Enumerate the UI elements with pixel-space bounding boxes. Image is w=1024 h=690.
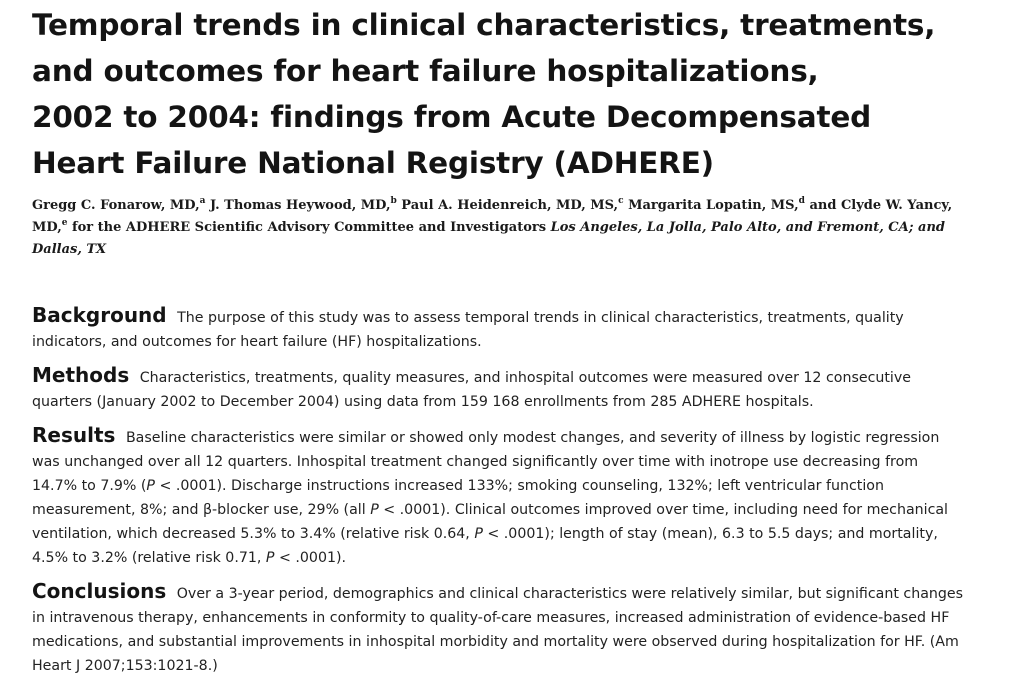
p-value-symbol: P xyxy=(265,550,275,566)
article-title xyxy=(32,0,982,186)
author-1: Gregg C. Fonarow, MD, xyxy=(32,198,200,213)
author-group: for the ADHERE Scientific Advisory Committee and Investigators xyxy=(67,220,551,235)
abstract-results xyxy=(32,423,967,570)
background-text: The purpose of this study was to assess temporal trends in clinical characteristics, treatments, quality indicators, and outcomes for heart failure (HF) hospitalizations. xyxy=(32,310,904,350)
conclusions-heading: Conclusions xyxy=(32,579,167,603)
author-list xyxy=(32,195,982,261)
author-locations: Los Angeles, La Jolla, Palo Alto, and Fremont, CA; and Dallas, TX xyxy=(32,220,946,257)
article-page xyxy=(32,0,982,674)
author-4-affiliation: d xyxy=(798,196,805,206)
results-text-3: < .0001). Clinical outcomes improved over time, including need for mechanical ventilation, which decreased 5.3% to 3.4% (relative risk 0.64, xyxy=(32,502,949,542)
abstract-conclusions xyxy=(32,579,967,678)
results-text-4: < .0001); length of stay (mean), 6.3 to 5.5 days; and mortality, 4.5% to 3.2% (relative risk 0.71, xyxy=(32,526,938,566)
abstract-background xyxy=(32,303,967,354)
p-value-symbol: P xyxy=(146,478,155,494)
author-2: J. Thomas Heywood, MD, xyxy=(205,198,391,213)
author-5: and Clyde W. Yancy, MD, xyxy=(32,198,953,235)
abstract-methods xyxy=(32,363,967,414)
author-2-affiliation: b xyxy=(390,196,397,206)
methods-heading: Methods xyxy=(32,363,130,387)
results-text-1: Baseline characteristics were similar or showed only modest changes, and severity of illness by logistic regression was unchanged over all 12 quarters. Inhospital treatment changed significantly over time with inotrope use decreasing from 14.7% to 7.9% ( xyxy=(32,430,940,494)
results-heading: Results xyxy=(32,423,116,447)
title-line-4: Heart Failure National Registry (ADHERE) xyxy=(32,146,714,180)
author-1-affiliation: a xyxy=(199,196,206,206)
p-value-symbol: P xyxy=(370,502,379,518)
results-text-2: < .0001). Discharge instructions increased 133%; smoking counseling, 132%; left ventricular function measurement, 8%; and β-blocker use, 29% (all xyxy=(32,478,884,518)
author-3-affiliation: c xyxy=(618,196,624,206)
author-5-affiliation: e xyxy=(61,218,68,228)
p-value-symbol: P xyxy=(474,526,483,542)
results-text-5: < .0001). xyxy=(274,550,347,566)
author-3: Paul A. Heidenreich, MD, MS, xyxy=(396,198,619,213)
methods-text: Characteristics, treatments, quality measures, and inhospital outcomes were measured over 12 consecutive quarters (January 2002 to December 2004) using data from 159 168 enrollments from 285 ADHERE hospitals. xyxy=(32,370,911,410)
conclusions-text: Over a 3-year period, demographics and clinical characteristics were relatively similar, but significant changes in intravenous therapy, enhancements in conformity to quality-of-care measures, increased administration of evidence-based HF medications, and substantial improvements in inhospital morbidity and mortality were observed during hospitalization for HF. (Am Heart J 2007;153:1021-8.) xyxy=(32,586,964,674)
title-line-3: 2002 to 2004: findings from Acute Decompensated xyxy=(32,100,872,134)
title-line-1: Temporal trends in clinical characteristics, treatments, xyxy=(32,8,936,42)
background-heading: Background xyxy=(32,303,167,327)
title-line-2: and outcomes for heart failure hospitalizations, xyxy=(32,54,819,88)
author-4: Margarita Lopatin, MS, xyxy=(623,198,799,213)
abstract xyxy=(32,303,967,687)
